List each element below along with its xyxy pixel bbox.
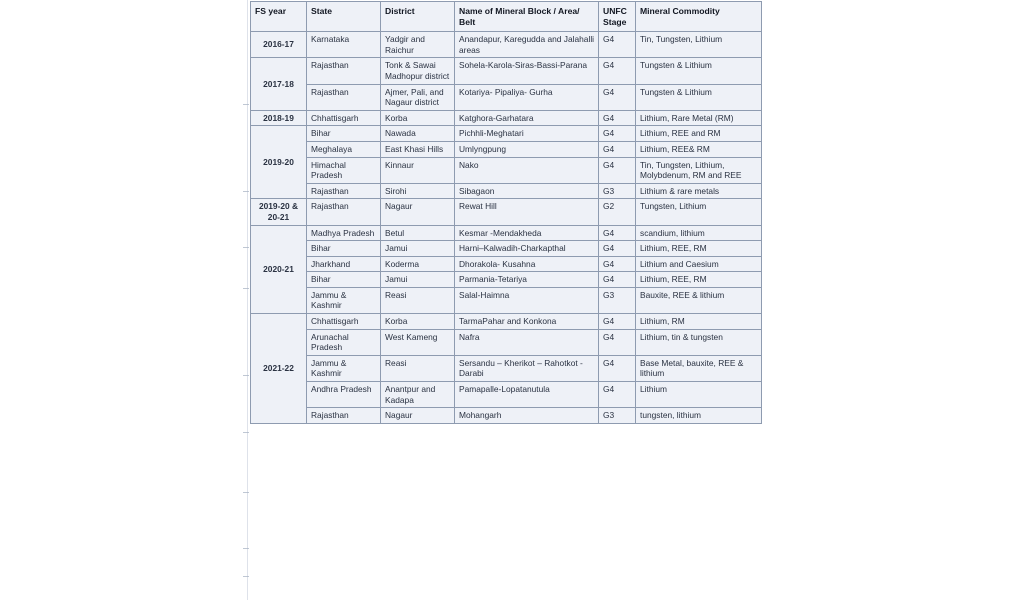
cell-mineral-block: Pichhli-Meghatari — [455, 126, 599, 142]
cell-fs-year: 2017-18 — [251, 58, 307, 110]
cell-mineral-block: Salal-Haimna — [455, 287, 599, 313]
cell-state: Bihar — [307, 241, 381, 257]
cell-unfc-stage: G4 — [599, 382, 636, 408]
column-header-unfc-stage: UNFC Stage — [599, 2, 636, 32]
table-row — [251, 272, 762, 288]
cell-fs-year: 2020-21 — [251, 225, 307, 314]
cell-unfc-stage: G2 — [599, 199, 636, 225]
cell-mineral-block: Nafra — [455, 329, 599, 355]
table-row — [251, 58, 762, 84]
cell-mineral-block: Umlyngpung — [455, 141, 599, 157]
cell-mineral-commodity: Tungsten, Lithium — [636, 199, 762, 225]
table-row — [251, 355, 762, 381]
cell-mineral-commodity: Lithium, Rare Metal (RM) — [636, 110, 762, 126]
table-row — [251, 32, 762, 58]
table-row — [251, 157, 762, 183]
cell-state: Rajasthan — [307, 183, 381, 199]
cell-mineral-block: Mohangarh — [455, 408, 599, 424]
cell-district: Nagaur — [381, 408, 455, 424]
cell-state: Arunachal Pradesh — [307, 329, 381, 355]
cell-district: West Kameng — [381, 329, 455, 355]
cell-district: Anantpur and Kadapa — [381, 382, 455, 408]
cell-mineral-block: Kotariya- Pipaliya- Gurha — [455, 84, 599, 110]
cell-district: Kinnaur — [381, 157, 455, 183]
table-row — [251, 256, 762, 272]
page-tick-mark — [243, 492, 249, 493]
cell-mineral-commodity: Lithium, tin & tungsten — [636, 329, 762, 355]
cell-mineral-commodity: Tungsten & Lithium — [636, 84, 762, 110]
table-row — [251, 314, 762, 330]
cell-state: Jharkhand — [307, 256, 381, 272]
cell-district: Ajmer, Pali, and Nagaur district — [381, 84, 455, 110]
cell-mineral-block: Sersandu – Kherikot – Rahotkot - Darabi — [455, 355, 599, 381]
cell-mineral-block: Kesmar -Mendakheda — [455, 225, 599, 241]
table-row — [251, 84, 762, 110]
cell-state: Andhra Pradesh — [307, 382, 381, 408]
cell-district: Reasi — [381, 355, 455, 381]
cell-district: Nawada — [381, 126, 455, 142]
page-tick-mark — [243, 104, 249, 105]
cell-state: Bihar — [307, 272, 381, 288]
cell-fs-year: 2019-20 — [251, 126, 307, 199]
cell-state: Rajasthan — [307, 408, 381, 424]
cell-state: Rajasthan — [307, 58, 381, 84]
cell-unfc-stage: G3 — [599, 287, 636, 313]
table-body — [251, 32, 762, 424]
cell-district: Yadgir and Raichur — [381, 32, 455, 58]
page-tick-mark — [243, 375, 249, 376]
page-tick-mark — [243, 191, 249, 192]
cell-unfc-stage: G4 — [599, 314, 636, 330]
page-tick-mark — [243, 432, 249, 433]
cell-unfc-stage: G4 — [599, 110, 636, 126]
mineral-exploration-table — [250, 1, 762, 424]
cell-district: Korba — [381, 110, 455, 126]
cell-state: Jammu & Kashmir — [307, 287, 381, 313]
table-row — [251, 199, 762, 225]
table-row — [251, 408, 762, 424]
cell-mineral-block: Nako — [455, 157, 599, 183]
cell-fs-year: 2021-22 — [251, 314, 307, 424]
table-header — [251, 2, 762, 32]
cell-district: Koderma — [381, 256, 455, 272]
page-tick-mark — [243, 247, 249, 248]
cell-unfc-stage: G4 — [599, 84, 636, 110]
page-tick-mark — [243, 548, 249, 549]
cell-fs-year: 2018-19 — [251, 110, 307, 126]
cell-unfc-stage: G4 — [599, 157, 636, 183]
cell-unfc-stage: G4 — [599, 329, 636, 355]
table-row — [251, 110, 762, 126]
cell-state: Jammu & Kashmir — [307, 355, 381, 381]
cell-state: Karnataka — [307, 32, 381, 58]
cell-unfc-stage: G4 — [599, 32, 636, 58]
cell-mineral-commodity: Lithium, REE, RM — [636, 272, 762, 288]
cell-state: Meghalaya — [307, 141, 381, 157]
cell-mineral-block: Katghora-Garhatara — [455, 110, 599, 126]
table-row — [251, 183, 762, 199]
cell-mineral-block: Parmania-Tetariya — [455, 272, 599, 288]
cell-mineral-block: Anandapur, Karegudda and Jalahalli areas — [455, 32, 599, 58]
cell-fs-year: 2019-20 & 20-21 — [251, 199, 307, 225]
cell-unfc-stage: G4 — [599, 225, 636, 241]
cell-district: Jamui — [381, 241, 455, 257]
cell-unfc-stage: G4 — [599, 126, 636, 142]
cell-mineral-commodity: Lithium, REE and RM — [636, 126, 762, 142]
cell-mineral-block: Sibagaon — [455, 183, 599, 199]
cell-mineral-commodity: scandium, lithium — [636, 225, 762, 241]
cell-unfc-stage: G4 — [599, 141, 636, 157]
cell-state: Rajasthan — [307, 84, 381, 110]
column-header-district: District — [381, 2, 455, 32]
cell-unfc-stage: G4 — [599, 58, 636, 84]
cell-district: East Khasi Hills — [381, 141, 455, 157]
cell-district: Nagaur — [381, 199, 455, 225]
cell-district: Betul — [381, 225, 455, 241]
cell-mineral-block: Pamapalle-Lopatanutula — [455, 382, 599, 408]
cell-district: Korba — [381, 314, 455, 330]
table-header-row — [251, 2, 762, 32]
cell-state: Rajasthan — [307, 199, 381, 225]
cell-unfc-stage: G4 — [599, 355, 636, 381]
cell-fs-year: 2016-17 — [251, 32, 307, 58]
cell-district: Jamui — [381, 272, 455, 288]
cell-mineral-commodity: Bauxite, REE & lithium — [636, 287, 762, 313]
cell-unfc-stage: G4 — [599, 272, 636, 288]
cell-mineral-block: Sohela-Karola-Siras-Bassi-Parana — [455, 58, 599, 84]
cell-state: Chhattisgarh — [307, 110, 381, 126]
cell-mineral-block: TarmaPahar and Konkona — [455, 314, 599, 330]
page-tick-mark — [243, 288, 249, 289]
cell-mineral-block: Dhorakola- Kusahna — [455, 256, 599, 272]
cell-mineral-commodity: Base Metal, bauxite, REE & lithium — [636, 355, 762, 381]
page-tick-mark — [243, 576, 249, 577]
cell-district: Sirohi — [381, 183, 455, 199]
cell-mineral-commodity: Lithium & rare metals — [636, 183, 762, 199]
cell-district: Reasi — [381, 287, 455, 313]
cell-mineral-commodity: Lithium, REE, RM — [636, 241, 762, 257]
table-row — [251, 329, 762, 355]
page-guide-line — [247, 0, 248, 600]
cell-mineral-commodity: Tin, Tungsten, Lithium — [636, 32, 762, 58]
cell-unfc-stage: G3 — [599, 408, 636, 424]
table-row — [251, 126, 762, 142]
column-header-block: Name of Mineral Block / Area/ Belt — [455, 2, 599, 32]
cell-state: Chhattisgarh — [307, 314, 381, 330]
cell-mineral-commodity: Lithium, REE& RM — [636, 141, 762, 157]
table-row — [251, 225, 762, 241]
cell-unfc-stage: G4 — [599, 241, 636, 257]
cell-mineral-commodity: tungsten, lithium — [636, 408, 762, 424]
cell-unfc-stage: G3 — [599, 183, 636, 199]
table-row — [251, 287, 762, 313]
cell-mineral-commodity: Tin, Tungsten, Lithium, Molybdenum, RM and REE — [636, 157, 762, 183]
table-row — [251, 382, 762, 408]
cell-mineral-block: Harni–Kalwadih-Charkapthal — [455, 241, 599, 257]
cell-unfc-stage: G4 — [599, 256, 636, 272]
column-header-commodity: Mineral Commodity — [636, 2, 762, 32]
cell-mineral-commodity: Lithium — [636, 382, 762, 408]
cell-state: Bihar — [307, 126, 381, 142]
table-row — [251, 141, 762, 157]
cell-state: Himachal Pradesh — [307, 157, 381, 183]
cell-mineral-commodity: Lithium and Caesium — [636, 256, 762, 272]
mineral-exploration-table-wrapper — [250, 1, 761, 424]
table-row — [251, 241, 762, 257]
cell-district: Tonk & Sawai Madhopur district — [381, 58, 455, 84]
cell-mineral-commodity: Lithium, RM — [636, 314, 762, 330]
cell-mineral-commodity: Tungsten & Lithium — [636, 58, 762, 84]
cell-mineral-block: Rewat Hill — [455, 199, 599, 225]
column-header-fs-year: FS year — [251, 2, 307, 32]
column-header-state: State — [307, 2, 381, 32]
cell-state: Madhya Pradesh — [307, 225, 381, 241]
